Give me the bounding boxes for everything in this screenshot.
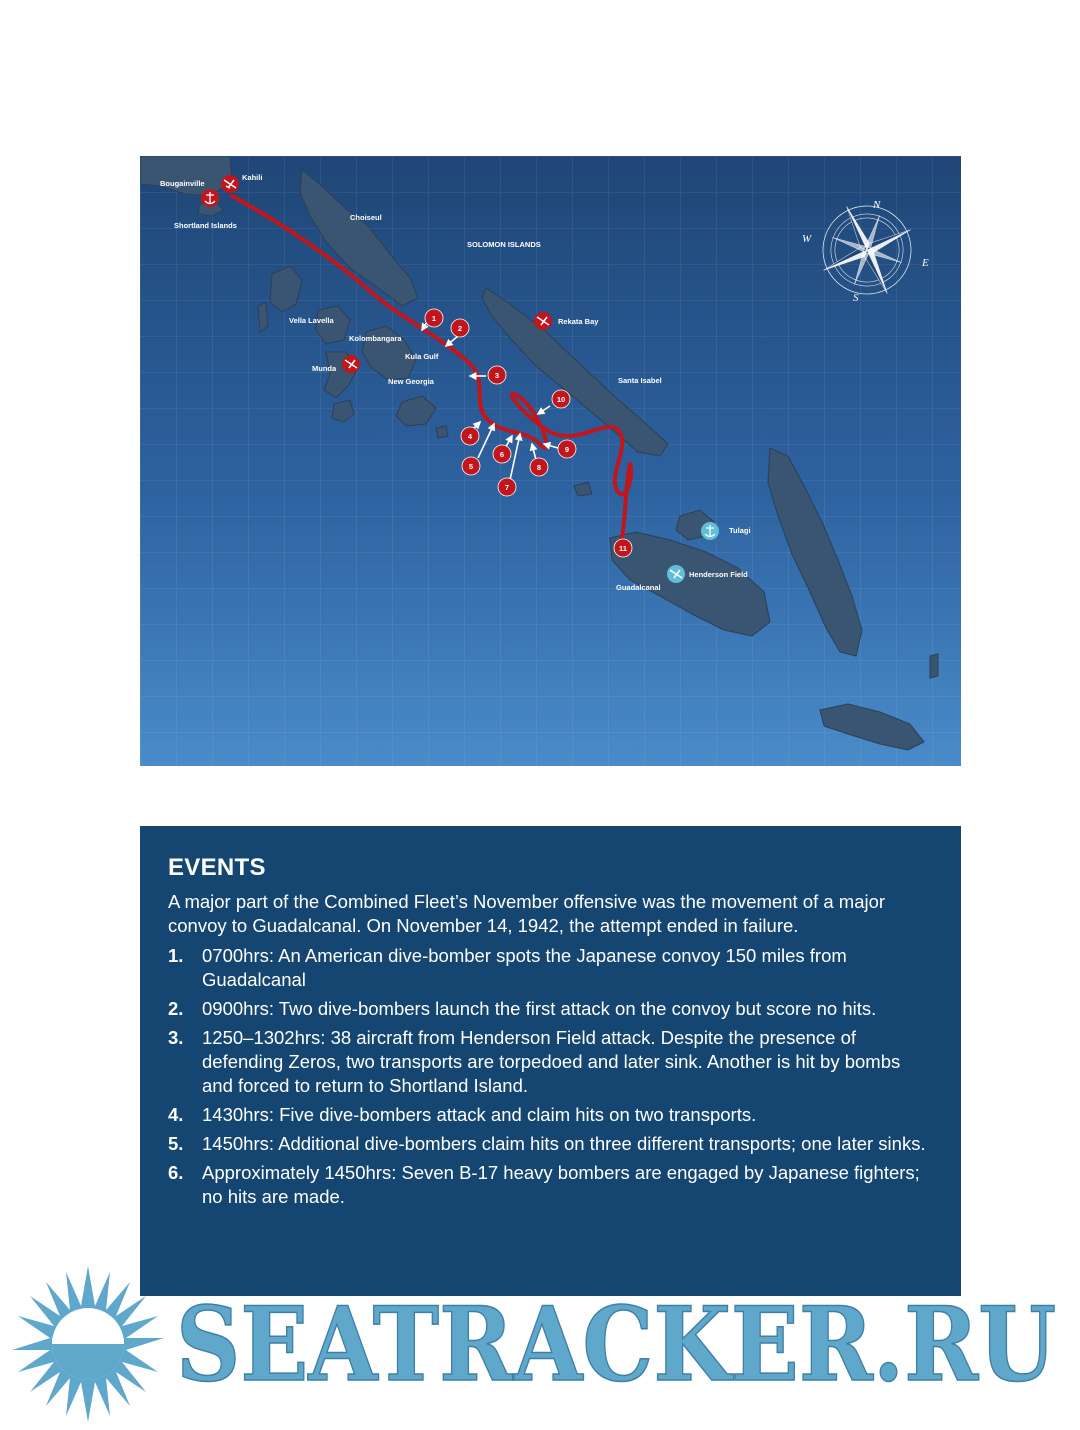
event-marker-10-label: 10 [556,395,566,404]
sun-logo-icon [12,1266,164,1422]
island-ranongga [258,302,268,332]
label-kula-gulf: Kula Gulf [405,352,439,361]
item-text: 1250–1302hrs: 38 aircraft from Henderson Field attack. Despite the presence of defending Zeros, two transports are torpedoed and later sink. Another is hit by bombs and forced to return to Shortland Island. [202,1027,901,1096]
item-text: Approximately 1450hrs: Seven B-17 heavy bombers are engaged by Japanese fighters; no hits are made. [202,1162,920,1207]
compass-e: E [922,257,929,269]
island-small-3 [930,654,938,678]
item-number: 1. [168,945,184,966]
label-munda: Munda [312,364,337,373]
label-new-georgia: New Georgia [388,377,434,386]
label-shortland: Shortland Islands [174,221,237,230]
label-vella-lavella: Vella Lavella [289,316,334,325]
event-marker-8-label: 8 [536,463,542,472]
item-text: 0700hrs: An American dive-bomber spots the Japanese convoy 150 miles from Guadalcanal [202,945,847,990]
item-number: 3. [168,1027,184,1048]
event-marker-1-label: 1 [431,314,437,323]
list-item [168,1026,933,1098]
label-tulagi: Tulagi [729,526,751,535]
list-item [168,1103,933,1127]
map-title: SOLOMON ISLANDS [467,240,541,249]
watermark [0,1262,1080,1425]
list-item [168,1161,933,1209]
event-marker-6-label: 6 [499,450,505,459]
item-number: 5. [168,1133,184,1154]
item-number: 4. [168,1104,184,1125]
anchor-icon [701,522,719,540]
airfield-icon [534,312,552,330]
event-marker-4-label: 4 [467,432,473,441]
event-marker-2-label: 2 [457,324,463,333]
list-item [168,1132,933,1156]
events-panel [140,826,961,1296]
events-intro: A major part of the Combined Fleet’s November offensive was the movement of a major convoy to Guadalcanal. On November 14, 1942, the attempt ended in failure. [168,891,886,936]
list-item [168,944,933,992]
event-marker-3-label: 3 [494,371,500,380]
compass-w: W [802,233,812,245]
label-henderson: Henderson Field [689,570,748,579]
airfield-icon [221,175,239,193]
island-small-1 [436,426,448,438]
event-marker-5-label: 5 [468,462,474,471]
item-number: 2. [168,998,184,1019]
item-text: 1430hrs: Five dive-bombers attack and claim hits on two transports. [202,1104,757,1125]
event-marker-7-label: 7 [504,483,510,492]
label-bougainville: Bougainville [160,179,205,188]
compass-n: N [873,199,881,211]
anchor-icon [201,189,219,207]
watermark-text: SEATRACKER.RU [176,1285,1056,1405]
label-guadalcanal: Guadalcanal [616,583,661,592]
item-text: 1450hrs: Additional dive-bombers claim hits on three different transports; one later sinks. [202,1133,926,1154]
item-text: 0900hrs: Two dive-bombers launch the first attack on the convoy but score no hits. [202,998,877,1019]
event-marker-11-label: 11 [619,544,627,553]
label-santa-isabel: Santa Isabel [618,376,662,385]
airfield-icon [667,565,685,583]
label-rekata-bay: Rekata Bay [558,317,599,326]
event-marker-9-label: 9 [564,445,570,454]
list-item [168,997,933,1021]
campaign-map [140,156,961,766]
label-kahili: Kahili [242,173,263,182]
airfield-icon [342,355,360,373]
compass-s: S [853,292,859,304]
events-heading: EVENTS [168,854,266,881]
label-choiseul: Choiseul [350,213,382,222]
item-number: 6. [168,1162,184,1183]
events-list [168,944,933,1209]
label-kolombangara: Kolombangara [349,334,402,343]
